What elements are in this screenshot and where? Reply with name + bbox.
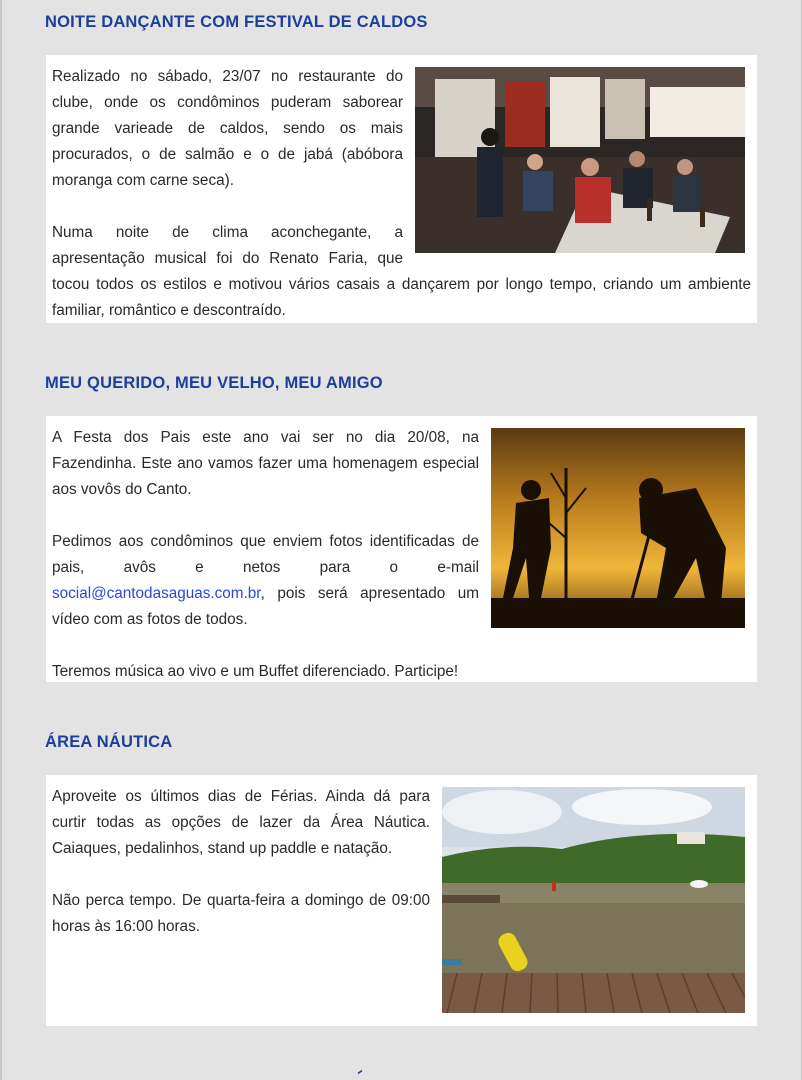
section-title-area-nautica: ÁREA NÁUTICA [45,733,173,751]
email-link[interactable]: social@cantodasaguas.com.br [52,585,261,602]
section-title-noite-dancante: NOITE DANÇANTE COM FESTIVAL DE CALDOS [45,13,428,31]
lake-nautical-area-photo [442,787,745,1013]
article-paragraph: Não perca tempo. De quarta-feira a domingo de 09:00 horas às 16:00 horas. [52,892,430,935]
next-section-heading-cutoff [356,1070,364,1074]
article-card-area-nautica [46,775,757,1026]
article-paragraph: Numa noite de clima aconchegante, a apresentação musical foi do Renato Faria, que tocou todos os estilos e motivou vários casais a dançarem por longo tempo, criando um ambiente familiar, romântico e descontraído. [52,224,751,319]
article-paragraph: Realizado no sábado, 23/07 no restaurante do clube, onde os condôminos puderam saborear grande varieade de caldos, sendo os mais procurados, o de salmão e o de jabá (abóbora moranga com carne seca). [52,68,403,189]
email-text-after: , pois será apresentado um vídeo com as fotos de todos. [52,585,479,628]
article-paragraph: A Festa dos Pais este ano vai ser no dia 20/08, na Fazendinha. Este ano vamos fazer uma homenagem especial aos vovôs do Canto. [52,429,479,498]
father-and-son-planting-photo [491,428,745,628]
article-paragraph: Aproveite os últimos dias de Férias. Ainda dá para curtir todas as opções de lazer da Área Náutica. Caiaques, pedalinhos, stand up paddle e natação. [52,788,430,857]
article-card-noite-dancante [46,55,757,323]
page-border [0,0,2,1080]
article-card-festa-dos-pais [46,416,757,682]
section-title-festa-dos-pais: MEU QUERIDO, MEU VELHO, MEU AMIGO [45,374,383,392]
restaurant-party-photo [415,67,745,253]
email-text-before: Pedimos aos condôminos que enviem fotos identificadas de pais, avôs e netos para o e-mail [52,533,479,576]
article-paragraph: Teremos música ao vivo e um Buffet diferenciado. Participe! [52,663,459,680]
